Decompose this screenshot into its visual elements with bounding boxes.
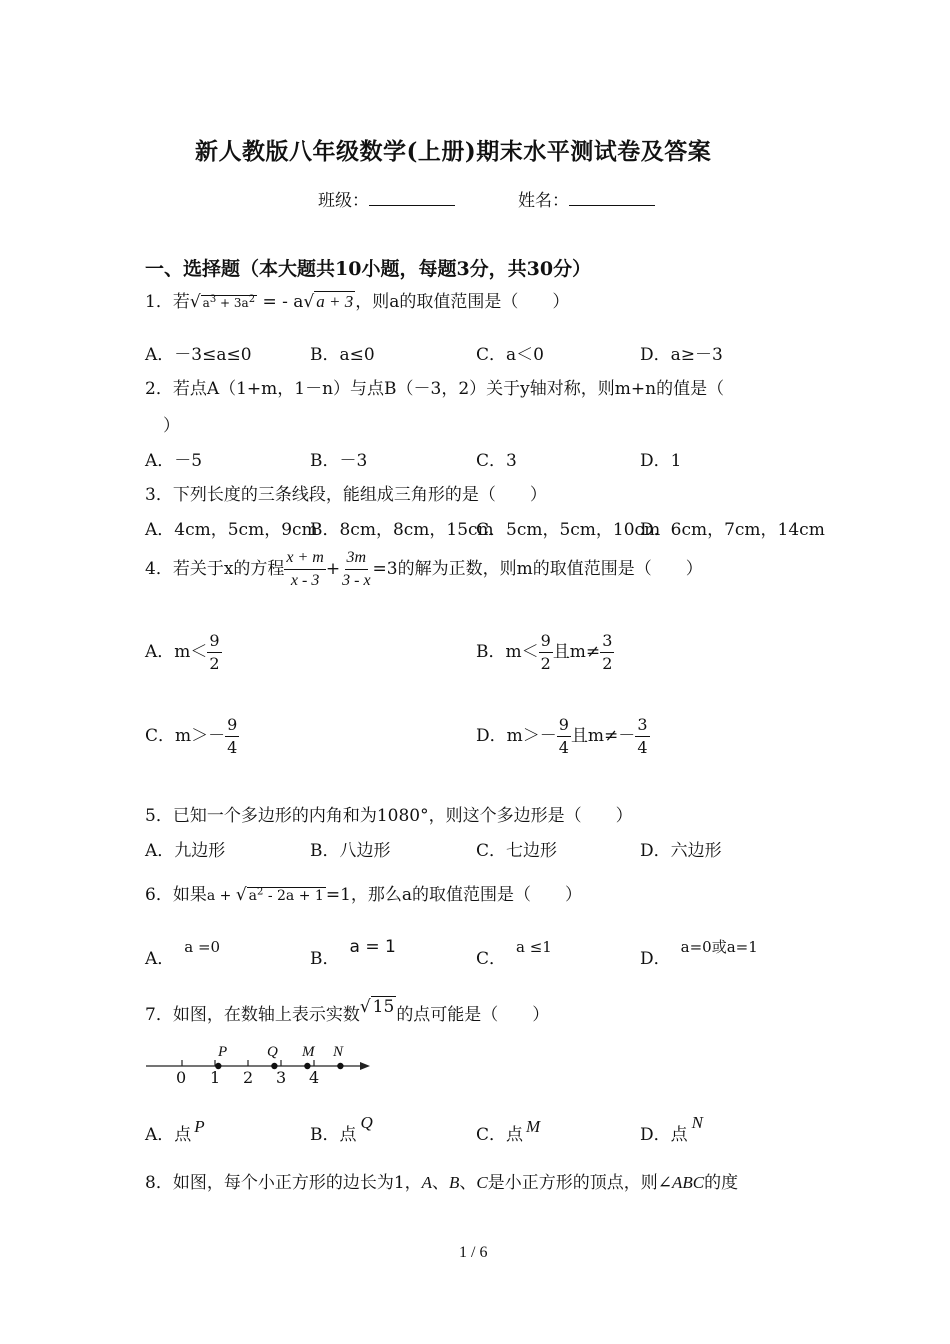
q6-d-val: a=0或a=1	[680, 938, 758, 956]
q6-radicand-b: - 2a + 1	[263, 888, 324, 904]
q4-c-num: 9	[225, 716, 239, 737]
point-label-q: Q	[267, 1044, 278, 1060]
q8-mid: 是小正方形的顶点，则∠	[487, 1173, 673, 1193]
q4-d-label: D．m＞－	[476, 726, 557, 746]
tick-label-3: 3	[276, 1068, 287, 1087]
q4-d-den2: 4	[637, 738, 648, 757]
q4-f2-num: 3m	[345, 549, 369, 570]
q4-f1-num: x + m	[284, 549, 325, 570]
q3-option-a[interactable]: A．4cm，5cm，9cm	[145, 520, 318, 540]
q7-d-label: D．点	[640, 1125, 688, 1145]
q7-option-c[interactable]	[476, 1117, 541, 1145]
page-title: 新人教版八年级数学(上册)期末水平测试卷及答案	[195, 138, 712, 165]
q5-option-c[interactable]: C．七边形	[476, 841, 558, 861]
question-2-cont: ）	[163, 416, 180, 436]
q1-radicand1b: + 3a	[216, 296, 249, 310]
q1-radicand1a: a	[202, 296, 210, 310]
q7-prefix: 7．如图，在数轴上表示实数	[145, 1005, 360, 1025]
q1-exp1: 3	[209, 294, 217, 305]
class-field	[318, 186, 455, 211]
q6-b-label: B．	[310, 949, 340, 969]
q4-suffix: =3的解为正数，则m的取值范围是（ ）	[372, 559, 703, 579]
q6-option-b[interactable]	[310, 932, 396, 969]
q4-b-num2: 3	[600, 632, 614, 653]
q7-b-point: Q	[360, 1113, 373, 1132]
q6-option-c[interactable]	[476, 932, 552, 969]
q4-d-mid: 且m≠－	[570, 726, 636, 746]
tick-label-4: 4	[309, 1068, 320, 1087]
point-label-p: P	[218, 1044, 228, 1060]
q4-c-label: C．m＞－	[145, 726, 226, 746]
q7-b-label: B．点	[310, 1125, 357, 1145]
q8-sep1: 、	[432, 1173, 450, 1193]
point-label-n: N	[333, 1044, 344, 1060]
q7-sqrt: √ 15	[359, 997, 395, 1017]
q4-option-a[interactable]	[145, 632, 222, 673]
q6-d-label: D．	[640, 949, 671, 969]
q4-d-frac2	[635, 716, 649, 757]
name-field	[518, 186, 655, 211]
q8-sep2: 、	[459, 1173, 477, 1193]
q8-suffix: 的度	[704, 1173, 739, 1193]
q6-radicand-a: a	[248, 888, 258, 904]
q2-option-b[interactable]: B．－3	[310, 451, 368, 471]
question-8	[145, 1168, 738, 1193]
page-number: 1 / 6	[459, 1244, 488, 1261]
q1-exp2: 2	[248, 294, 256, 305]
q6-c-label: C．	[476, 949, 507, 969]
q1-option-a[interactable]: A．－3≤a≤0	[145, 345, 252, 365]
q4-a-num: 9	[207, 632, 221, 653]
q4-b-num1: 9	[539, 632, 553, 653]
tick-label-0: 0	[176, 1068, 187, 1087]
q3-option-c[interactable]: C．5cm，5cm，10cm	[476, 520, 661, 540]
q4-c-den: 4	[227, 738, 238, 757]
q6-a-label: A．	[145, 949, 175, 969]
q3-option-b[interactable]: B．8cm，8cm，15cm	[310, 520, 494, 540]
q6-expr-a: a +	[206, 888, 236, 904]
question-2: 2．若点A（1+m，1－n）与点B（－3，2）关于y轴对称，则m+n的值是（	[145, 379, 725, 399]
q6-b-val: a = 1	[349, 937, 396, 957]
q7-a-point: P	[194, 1117, 205, 1136]
q8-vertex-b: B	[449, 1173, 460, 1192]
q6-sqrt: √ $a^2 - 2a + 1$	[235, 885, 324, 905]
question-3: 3．下列长度的三条线段，能组成三角形的是（ ）	[145, 485, 547, 505]
q6-exp: 2	[257, 886, 264, 898]
q8-prefix: 8．如图，每个小正方形的边长为1，	[145, 1173, 422, 1193]
q7-radicand: 15	[372, 997, 395, 1017]
q1-option-c[interactable]: C．a＜0	[476, 345, 544, 365]
q4-a-den: 2	[209, 654, 220, 673]
number-line-arrow	[360, 1062, 370, 1070]
q2-option-a[interactable]: A．－5	[145, 451, 203, 471]
point-label-m: M	[302, 1044, 315, 1060]
q4-f2-den: 3 - x	[342, 572, 371, 589]
tick-label-2: 2	[243, 1068, 254, 1087]
q4-b-den2: 2	[602, 654, 613, 673]
q4-f1-den: x - 3	[290, 572, 320, 589]
q4-a-frac	[207, 632, 221, 673]
q4-plus: +	[325, 559, 341, 579]
point-n	[337, 1063, 343, 1069]
q1-sqrt-2: √ a + 3	[303, 292, 354, 312]
q8-vertex-c: C	[476, 1173, 488, 1192]
question-4	[145, 549, 703, 590]
q4-option-c[interactable]	[145, 716, 239, 757]
q4-option-d[interactable]	[476, 716, 650, 757]
q5-option-d[interactable]: D．六边形	[640, 841, 722, 861]
q4-b-frac1	[539, 632, 553, 673]
section-heading: 一、选择题（本大题共10小题，每题3分，共30分）	[145, 258, 592, 280]
q4-fraction-1	[284, 549, 325, 590]
q4-a-label: A．m＜	[145, 642, 208, 662]
q1-prefix: 1．若	[145, 292, 190, 312]
q4-b-label: B．m＜	[476, 642, 539, 662]
q4-option-b[interactable]	[476, 632, 614, 673]
q4-c-frac	[225, 716, 239, 757]
q2-option-d[interactable]: D．1	[640, 451, 682, 471]
q6-prefix: 6．如果	[145, 885, 207, 905]
q3-option-d[interactable]: D．6cm，7cm，14cm	[640, 520, 825, 540]
q4-d-frac1	[557, 716, 571, 757]
q7-option-a[interactable]	[145, 1117, 205, 1145]
q7-option-d[interactable]	[640, 1113, 703, 1145]
question-7	[145, 997, 550, 1025]
q1-sqrt-1: √ $a^3 + 3a^2$	[189, 292, 256, 312]
q7-c-label: C．点	[476, 1125, 524, 1145]
name-blank[interactable]	[569, 189, 655, 206]
q4-b-den1: 2	[540, 654, 551, 673]
q1-suffix: ，则a的取值范围是（ ）	[355, 292, 570, 312]
q2-option-c[interactable]: C．3	[476, 451, 517, 471]
q4-b-mid: 且m≠	[552, 642, 601, 662]
q4-b-frac2	[600, 632, 614, 673]
q7-a-label: A．点	[145, 1125, 192, 1145]
q4-prefix: 4．若关于x的方程	[145, 559, 285, 579]
q5-option-b[interactable]: B．八边形	[310, 841, 391, 861]
q7-option-b[interactable]	[310, 1113, 373, 1145]
q7-suffix: 的点可能是（ ）	[396, 1005, 550, 1025]
class-label: 班级：	[318, 191, 369, 211]
q5-option-a[interactable]: A．九边形	[145, 841, 226, 861]
q1-mid: = - a	[257, 292, 304, 312]
class-blank[interactable]	[369, 189, 455, 206]
q6-suffix: =1，那么a的取值范围是（ ）	[325, 885, 583, 905]
question-5: 5．已知一个多边形的内角和为1080°，则这个多边形是（ ）	[145, 806, 633, 826]
q1-option-d[interactable]: D．a≥－3	[640, 345, 723, 365]
q1-option-b[interactable]: B．a≤0	[310, 345, 375, 365]
q7-c-point: M	[526, 1117, 541, 1136]
q6-option-a[interactable]	[145, 932, 221, 969]
q6-a-val: a =0	[184, 938, 221, 956]
q7-d-point: N	[691, 1113, 703, 1132]
tick-label-1: 1	[210, 1068, 221, 1087]
q6-option-d[interactable]	[640, 932, 758, 969]
q4-d-den1: 4	[558, 738, 569, 757]
name-label: 姓名：	[518, 191, 569, 211]
q4-fraction-2	[340, 549, 372, 590]
q4-d-num2: 3	[635, 716, 649, 737]
q8-vertex-a: A	[421, 1173, 433, 1192]
question-1	[145, 287, 569, 312]
q4-d-num1: 9	[557, 716, 571, 737]
q8-angle: ABC	[672, 1173, 705, 1192]
question-6	[145, 880, 582, 905]
q6-c-val: a ≤1	[516, 938, 552, 956]
q1-radicand2: a + 3	[316, 292, 354, 311]
